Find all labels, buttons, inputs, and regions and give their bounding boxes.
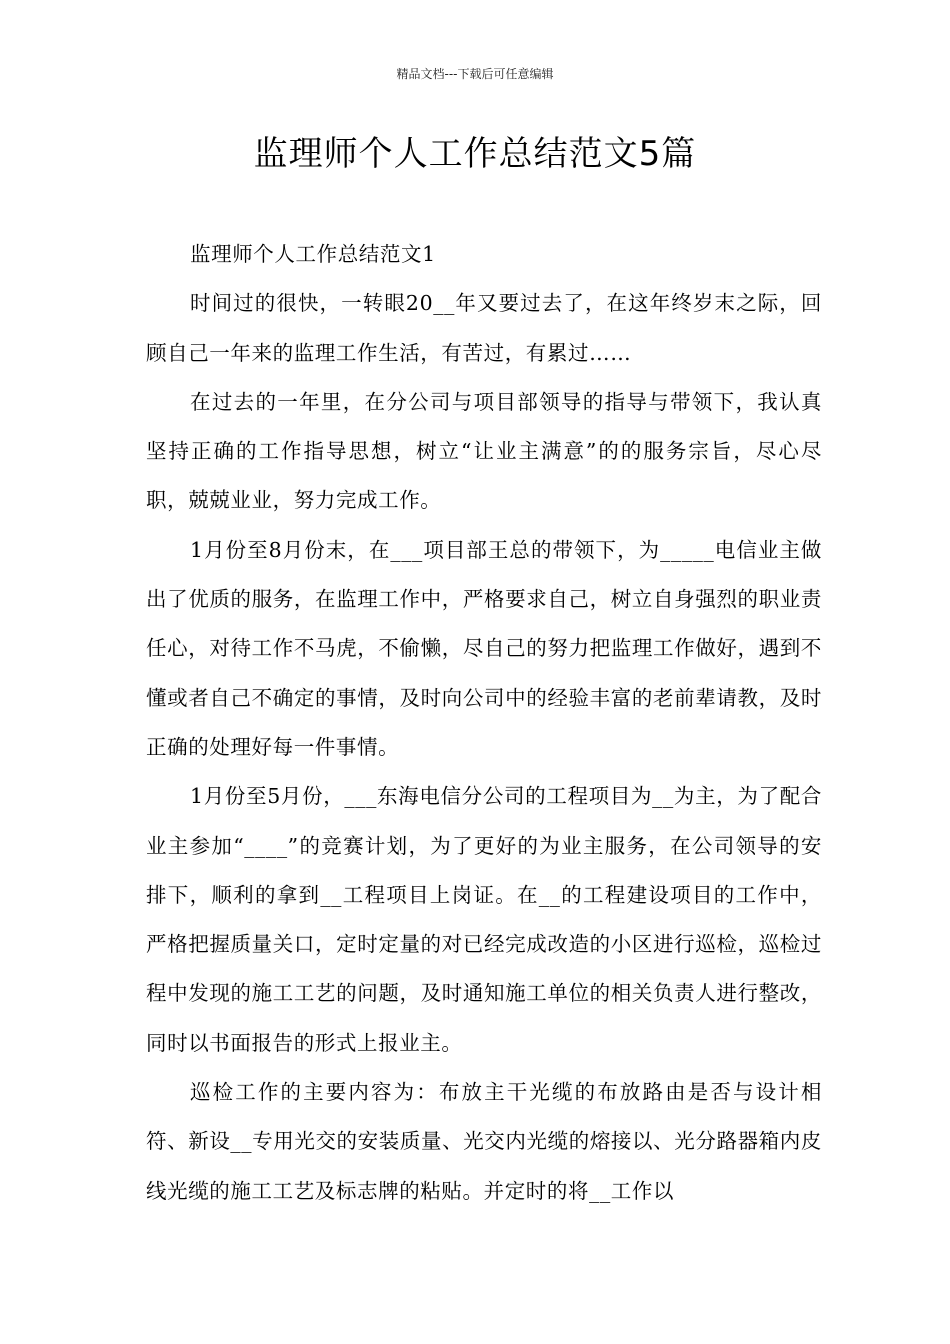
- paragraph: 时间过的很快，一转眼20__年又要过去了，在这年终岁末之际，回顾自己一年来的监理工作生活，有苦过，有累过……: [146, 291, 822, 365]
- section-heading: 监理师个人工作总结范文1: [190, 242, 436, 266]
- paragraph: 1月份至5月份，___东海电信分公司的工程项目为__为主，为了配合业主参加“____”的竞赛计划，为了更好的为业主服务，在公司领导的安排下，顺利的拿到__工程项目上岗证。在__的工程建设项目的工作中，严格把握质量关口，定时定量的对已经完成改造的小区进行巡检，巡检过程中发现的施工工艺的问题，及时通知施工单位的相关负责人进行整改，同时以书面报告的形式上报业主。: [146, 784, 822, 1055]
- document-body: [146, 230, 822, 1216]
- paragraph: 巡检工作的主要内容为：布放主干光缆的布放路由是否与设计相符、新设__专用光交的安装质量、光交内光缆的熔接以、光分路器箱内皮线光缆的施工工艺及标志牌的粘贴。并定时的将__工作以: [146, 1080, 822, 1203]
- header-note: 精品文档---下载后可任意编辑: [396, 67, 554, 81]
- paragraph: 在过去的一年里，在分公司与项目部领导的指导与带领下，我认真坚持正确的工作指导思想，树立“让业主满意”的的服务宗旨，尽心尽职，兢兢业业，努力完成工作。: [146, 389, 822, 513]
- document-title: 监理师个人工作总结范文5篇: [253, 134, 697, 174]
- paragraph: 1月份至8月份末，在___项目部王总的带领下，为_____电信业主做出了优质的服务，在监理工作中，严格要求自己，树立自身强烈的职业责任心，对待工作不马虎，不偷懒，尽自己的努力把监理工作做好，遇到不懂或者自己不确定的事情，及时向公司中的经验丰富的老前辈请教，及时正确的处理好每一件事情。: [146, 537, 822, 759]
